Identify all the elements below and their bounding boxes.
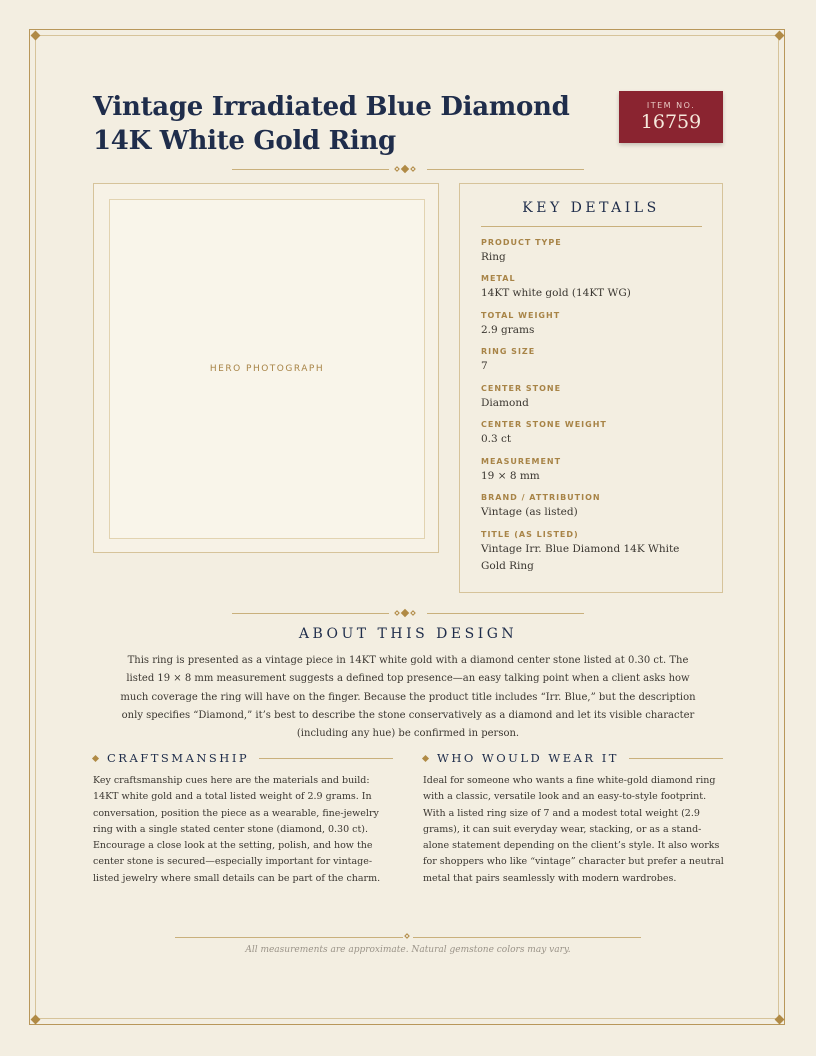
key-details-title: KEY DETAILS bbox=[522, 200, 660, 216]
about-divider-ornament bbox=[395, 610, 415, 616]
title-divider-left bbox=[232, 169, 389, 170]
detail-ring-size: RING SIZE 7 bbox=[481, 347, 536, 372]
hero-photo-frame bbox=[93, 183, 439, 553]
who-heading: WHO WOULD WEAR IT bbox=[423, 751, 723, 765]
craftsmanship-heading: CRAFTSMANSHIP bbox=[93, 751, 393, 765]
footer-note: All measurements are approximate. Natural gemstone colors may vary. bbox=[245, 945, 571, 955]
detail-measurement: MEASUREMENT 19 × 8 mm bbox=[481, 457, 562, 482]
about-divider-right bbox=[427, 613, 584, 614]
detail-center-stone-weight: CENTER STONE WEIGHT 0.3 ct bbox=[481, 420, 607, 445]
key-details-panel bbox=[459, 183, 723, 593]
key-details-divider bbox=[481, 226, 702, 227]
craftsmanship-text: Key craftsmanship cues here are the materials and build: 14KT white gold and a total listed weight of 2.9 grams. In conversation, position the piece as a wearable, fine-jewelry ring with a single stated center stone (diamond, 0.30 ct). Encourage a close look at the setting, polish, and how the center stone is secured—especially important for vintage-listed jewelry where small details can be part of the charm. bbox=[93, 775, 381, 884]
detail-center-stone: CENTER STONE Diamond bbox=[481, 384, 562, 409]
item-number: 16759 bbox=[640, 111, 702, 133]
footer-divider-ornament bbox=[405, 934, 409, 938]
item-number-badge bbox=[619, 91, 723, 143]
item-number-label: ITEM NO. bbox=[646, 101, 696, 110]
detail-listed-title: TITLE (AS LISTED) Vintage Irr. Blue Diamond 14K White Gold Ring bbox=[481, 530, 680, 572]
title-divider-right bbox=[427, 169, 584, 170]
about-text: This ring is presented as a vintage piece in 14KT white gold with a diamond center stone listed at 0.30 ct. The listed 19 × 8 mm measurement suggests a defined top presence—an easy talking point when a client asks how much coverage the ring will have on the finger. Because the product title includes “Irr. Blue,” but the description only specifies “Diamond,” it’s best to describe the stone conservatively as a diamond and let its visible character (including any hue) be confirmed in person. bbox=[120, 655, 696, 740]
about-divider-left bbox=[232, 613, 389, 614]
detail-brand: BRAND / ATTRIBUTION Vintage (as listed) bbox=[481, 493, 601, 518]
page-title: Vintage Irradiated Blue Diamond 14K White Gold Ring bbox=[93, 92, 570, 156]
diamond-bullet-icon bbox=[422, 754, 429, 761]
detail-metal: METAL 14KT white gold (14KT WG) bbox=[481, 274, 631, 299]
who-text: Ideal for someone who wants a fine white-gold diamond ring with a classic, versatile look and an easy-to-style footprint. With a listed ring size of 7 and a modest total weight (2.9 grams), it can suit everyday wear, stacking, or as a stand-alone statement depending on the client’s style. It also works for shoppers who like “vintage” character but prefer a neutral metal that pairs seamlessly with modern wardrobes. bbox=[423, 775, 724, 884]
title-divider-ornament bbox=[395, 166, 415, 172]
hero-photo-label: HERO PHOTOGRAPH bbox=[209, 364, 325, 374]
footer-divider-left bbox=[175, 937, 403, 938]
footer-divider-right bbox=[413, 937, 641, 938]
hero-photo-placeholder bbox=[109, 199, 425, 539]
diamond-bullet-icon bbox=[92, 754, 99, 761]
detail-total-weight: TOTAL WEIGHT 2.9 grams bbox=[481, 311, 561, 336]
about-title: ABOUT THIS DESIGN bbox=[298, 626, 518, 642]
detail-product-type: PRODUCT TYPE Ring bbox=[481, 238, 562, 263]
